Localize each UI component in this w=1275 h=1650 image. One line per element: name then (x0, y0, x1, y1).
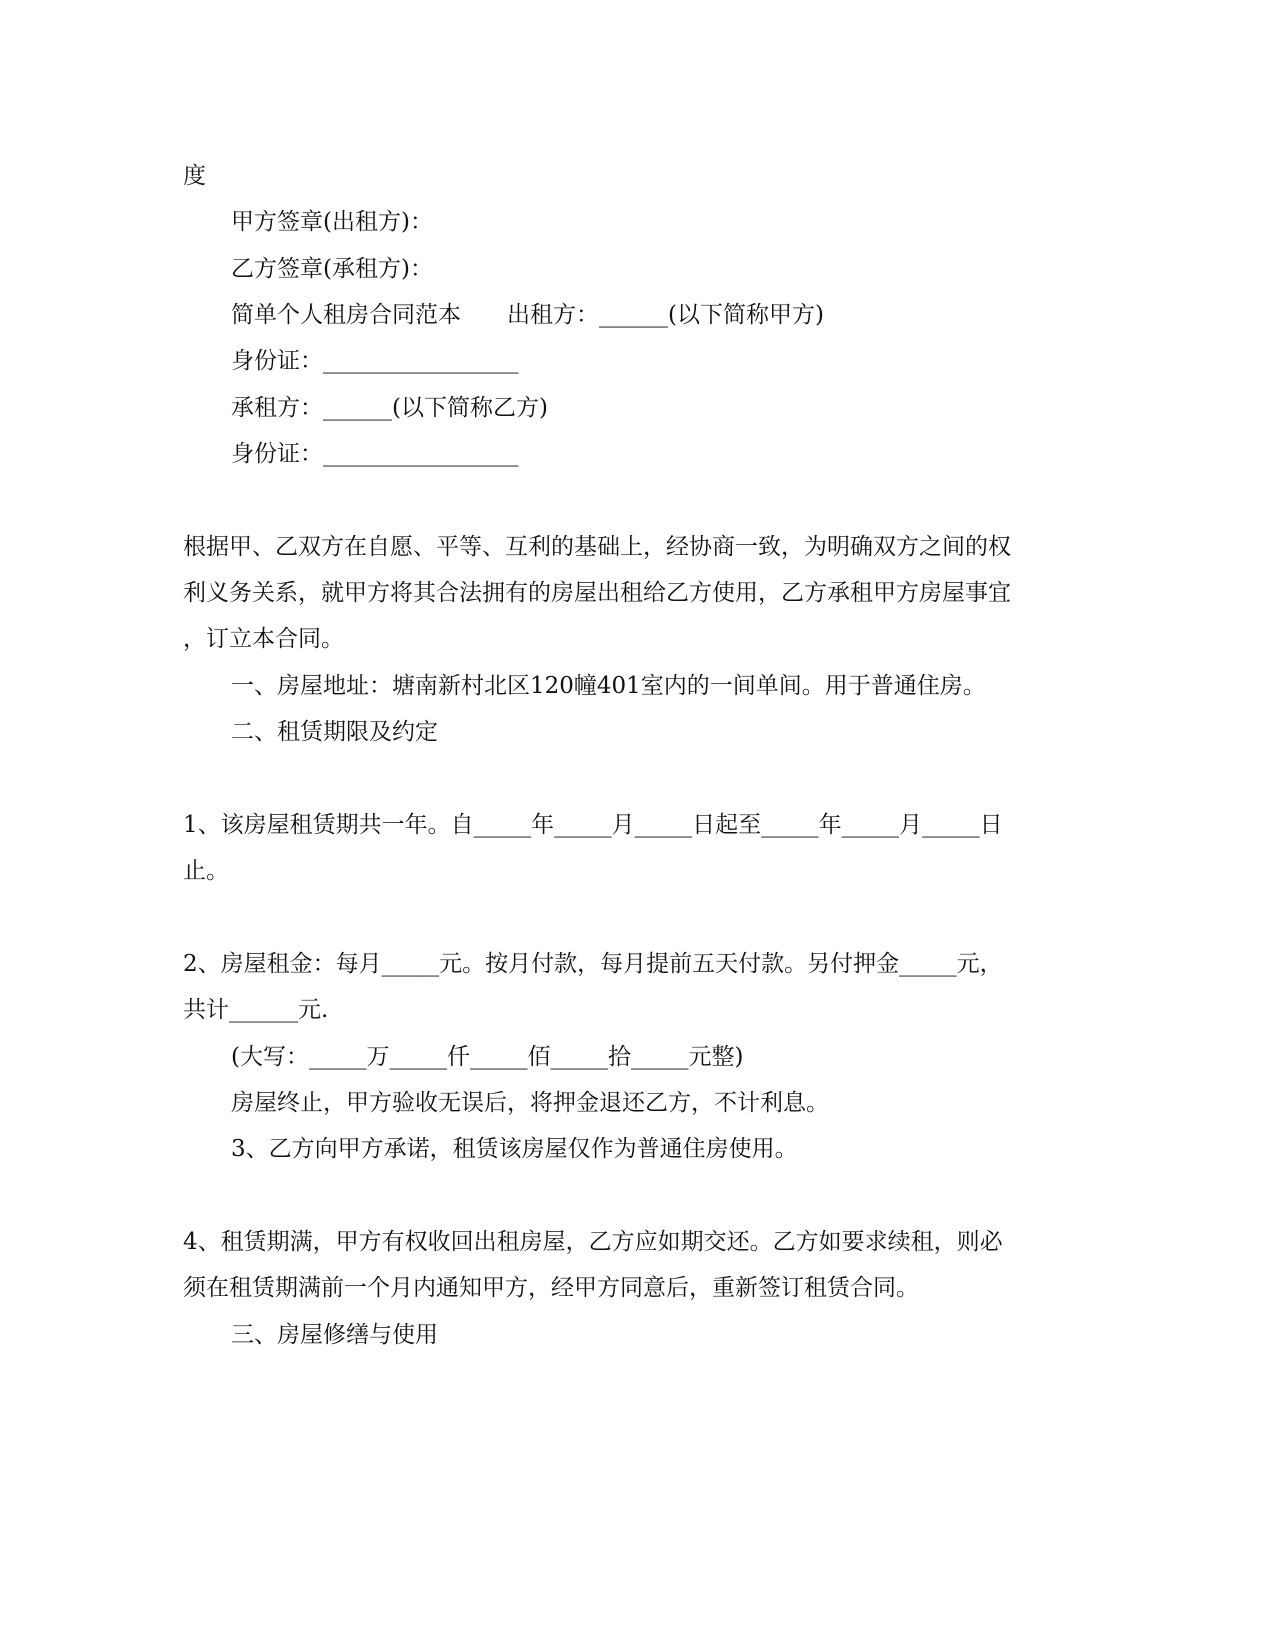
text-line-8: 利义务关系，就甲方将其合法拥有的房屋出租给乙方使用，乙方承租甲方房屋事宜 (183, 580, 1011, 606)
text-line-20: 须在租赁期满前一个月内通知甲方，经甲方同意后，重新签订租赁合同。 (183, 1275, 919, 1301)
text-line-16: (大写：_____万_____仟_____佰_____拾_____元整) (231, 1044, 744, 1070)
text-line-2: 乙方签章(承租方)： (231, 256, 433, 282)
text-line-12: 1、该房屋租赁期共一年。自_____年_____月_____日起至_____年_____月_____日 (183, 812, 1003, 838)
text-line-10: 一、房屋地址：塘南新村北区120幢401室内的一间单间。用于普通住房。 (231, 673, 986, 699)
text-line-1: 甲方签章(出租方)： (231, 209, 433, 235)
text-line-17: 房屋终止，甲方验收无误后，将押金退还乙方，不计利息。 (231, 1090, 829, 1116)
text-line-19: 4、租赁期满，甲方有权收回出租房屋，乙方应如期交还。乙方如要求续租，则必 (183, 1229, 1003, 1255)
text-line-3: 简单个人租房合同范本 出租方：______(以下简称甲方) (231, 302, 824, 328)
text-line-14: 2、房屋租金：每月_____元。按月付款，每月提前五天付款。另付押金_____元， (183, 951, 1003, 977)
text-line-7: 根据甲、乙双方在自愿、平等、互利的基础上，经协商一致，为明确双方之间的权 (183, 534, 1011, 560)
text-line-18: 3、乙方向甲方承诺，租赁该房屋仅作为普通住房使用。 (231, 1136, 798, 1162)
text-line-9: ，订立本合同。 (183, 626, 344, 652)
text-line-0: 度 (183, 163, 206, 189)
text-line-5: 承租方：______(以下简称乙方) (231, 395, 548, 421)
text-line-4: 身份证：_________________ (231, 348, 519, 374)
text-line-6: 身份证：_________________ (231, 441, 519, 467)
text-line-11: 二、租赁期限及约定 (231, 719, 438, 745)
text-line-13: 止。 (183, 858, 229, 884)
text-line-21: 三、房屋修缮与使用 (231, 1322, 438, 1348)
text-line-15: 共计______元. (183, 997, 329, 1023)
